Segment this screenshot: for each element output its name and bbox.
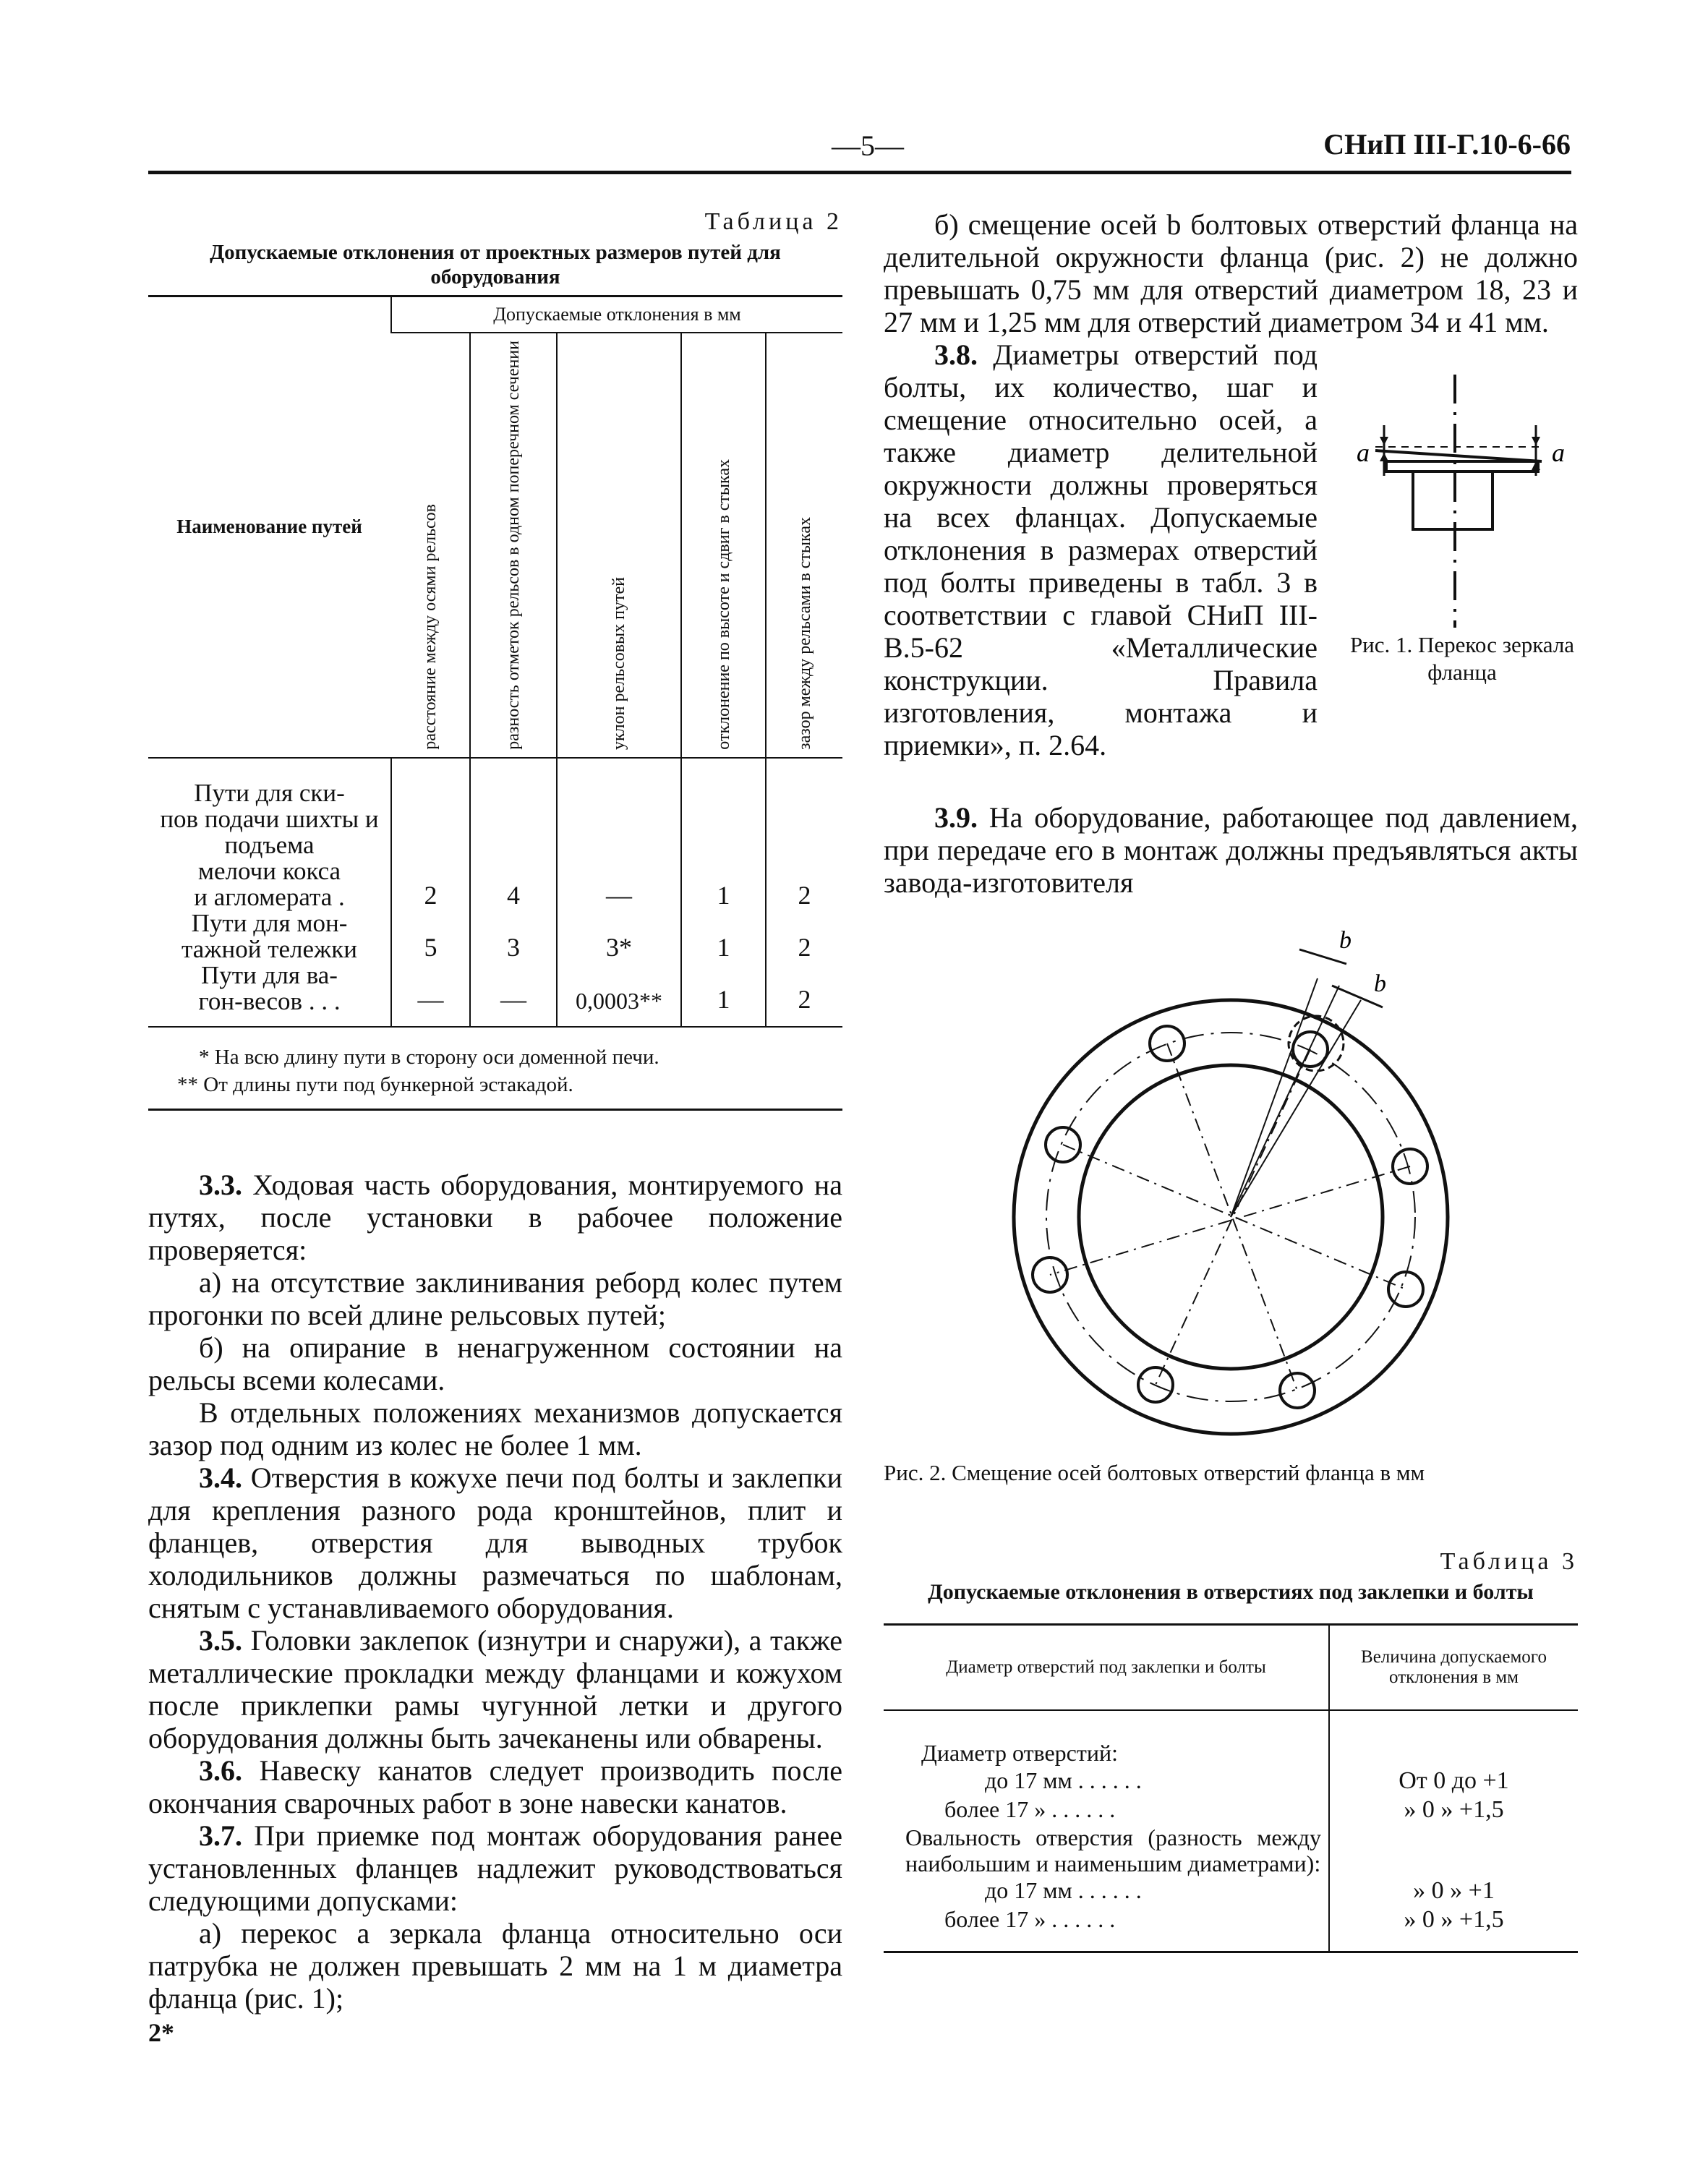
- paragraph: а) перекос a зеркала фланца относительно оси патрубка не должен превышать 2 мм на 1 м диаметра фланца (рис. 1);: [148, 1916, 842, 2015]
- table-row: Пути для ва- гон-весов . . . — — 0,0003** 1 2: [148, 962, 842, 1027]
- left-column: [148, 208, 842, 2048]
- right-column: [884, 208, 1578, 1953]
- figure-1-caption: Рис. 1. Перекос зеркала фланца: [1349, 632, 1575, 685]
- table-row: Диаметр отверстий:: [884, 1710, 1578, 1767]
- paragraph: В отдельных положениях механизмов допускается зазор под одним из колес не более 1 мм.: [148, 1396, 842, 1461]
- paragraph: 3.8. Диаметры отверстий под болты, их количество, шаг и смещение относительно осей, а также диаметр делительной окружности должны проверяться на всех фланцах. Допускаемые отклонения в размерах отверстий под болты приведены в табл. 3 в соответствии с главой СНиП III-В.5-62 «Металлические конструкции. Правила изготовления, монтажа и приемки», п. 2.64.: [884, 338, 1318, 761]
- paragraph: б) смещение осей b болтовых отверстий фланца на делительной окружности фланца (рис. 2) не должно превышать 0,75 мм для отверстий диаметром 18, 23 и 27 мм и 1,25 мм для отверстий диаметром 34 и 41 мм.: [884, 208, 1578, 338]
- table3-label: Таблица 3: [1440, 1548, 1578, 1575]
- table2-col-header: уклон рельсовых путей: [557, 333, 681, 758]
- table2-col-header: расстояние между осями рельсов: [421, 504, 440, 750]
- paragraph: 3.7. При приемке под монтаж оборудования ранее установленных фланцев надлежит руководствоваться следующими допусками:: [148, 1819, 842, 1917]
- figure-2-caption: Рис. 2. Смещение осей болтовых отверстий фланца в мм: [884, 1460, 1425, 1485]
- table-row: более 17 » . . . . . . » 0 » +1,5: [884, 1795, 1578, 1824]
- page-number: —5—: [832, 129, 904, 162]
- table3-col2-header: Величина допускаемого отклонения в мм: [1329, 1625, 1578, 1710]
- table2-col-header: разность отметок рельсов в одном поперечном сечении: [470, 333, 557, 758]
- table2-col-name-header: Наименование путей: [148, 296, 391, 758]
- paragraph: 3.4. Отверстия в кожухе печи под болты и заклепки для крепления разного рода кронштейнов, плит и фланцев, отверстия для выводных трубок холодильников должны размечаться по шаблонам, снятым с устанавливаемого оборудования.: [148, 1461, 842, 1624]
- section-3-8-block: [884, 338, 1578, 801]
- table3-title: Допускаемые отклонения в отверстиях под заклепки и болты: [928, 1580, 1534, 1604]
- table2-title: Допускаемые отклонения от проектных размеров путей для оборудования: [210, 241, 781, 289]
- fig2-label-b: b: [1339, 927, 1352, 954]
- table2-footnotes: * На всю длину пути в сторону оси доменной печи. ** От длины пути под бункерной эстакадой.: [148, 1027, 842, 1110]
- table3: [884, 1623, 1578, 1953]
- table-row: более 17 » . . . . . . » 0 » +1,5: [884, 1905, 1578, 1952]
- table-row: Пути для ски- пов подачи шихты и подъема мелочи кокса и агломерата . 2 4 — 1 2: [148, 758, 842, 910]
- table-row: Овальность отверстия (разность между наибольшим и наименьшим диаметрами):: [884, 1824, 1578, 1876]
- figure-1: [1346, 367, 1578, 686]
- table2-col-header: отклонение по высоте и сдвиг в стыках: [681, 333, 766, 758]
- paragraph: 3.9. На оборудование, работающее под давлением, при передаче его в монтаж должны предъявляться акты завода-изготовителя: [884, 801, 1579, 899]
- left-body-text: [148, 1169, 842, 2048]
- paragraph: 3.3. Ходовая часть оборудования, монтируемого на путях, после установки в рабочее положение проверяется:: [148, 1168, 842, 1266]
- fig1-label-a: a: [1552, 438, 1565, 467]
- header-rule: [148, 171, 1571, 174]
- table3-block: [884, 1548, 1578, 1953]
- table-row: до 17 мм . . . . . . » 0 » +1: [884, 1876, 1578, 1905]
- paragraph: 3.5. Головки заклепок (изнутри и снаружи), а также металлические прокладки между фланцами и кожухом после приклепки рамы чугунной летки и другого оборудования должны быть зачеканены или обварены.: [148, 1623, 843, 1754]
- signature-mark: 2*: [148, 2017, 174, 2047]
- table2: [148, 295, 842, 1111]
- bolt-hole-flange-diagram: [884, 913, 1578, 1448]
- paragraph: а) на отсутствие заклинивания реборд колес путем прогонки по всей длине рельсовых путей;: [148, 1265, 842, 1331]
- fig2-label-b: b: [1374, 970, 1386, 997]
- figure-2: [884, 913, 1578, 1463]
- flange-skew-diagram: [1346, 367, 1578, 628]
- paragraph: 3.6. Навеску канатов следует производить после окончания сварочных работ в зоне навески канатов.: [148, 1754, 843, 1819]
- table2-label: Таблица 2: [704, 208, 842, 235]
- table3-col1-header: Диаметр отверстий под заклепки и болты: [946, 1657, 1266, 1677]
- table-row: Пути для мон- тажной тележки 5 3 3* 1 2: [148, 910, 842, 962]
- table2-col-header: зазор между рельсами в стыках: [766, 333, 842, 758]
- fig1-label-a: a: [1357, 438, 1370, 467]
- document-code: СНиП III-Г.10-6-66: [1323, 128, 1571, 161]
- paragraph: б) на опирание в ненагруженном состоянии на рельсы всеми колесами.: [148, 1331, 842, 1396]
- table-row: до 17 мм . . . . . . От 0 до +1: [884, 1767, 1578, 1795]
- table2-group-header: Допускаемые отклонения в мм: [391, 296, 842, 333]
